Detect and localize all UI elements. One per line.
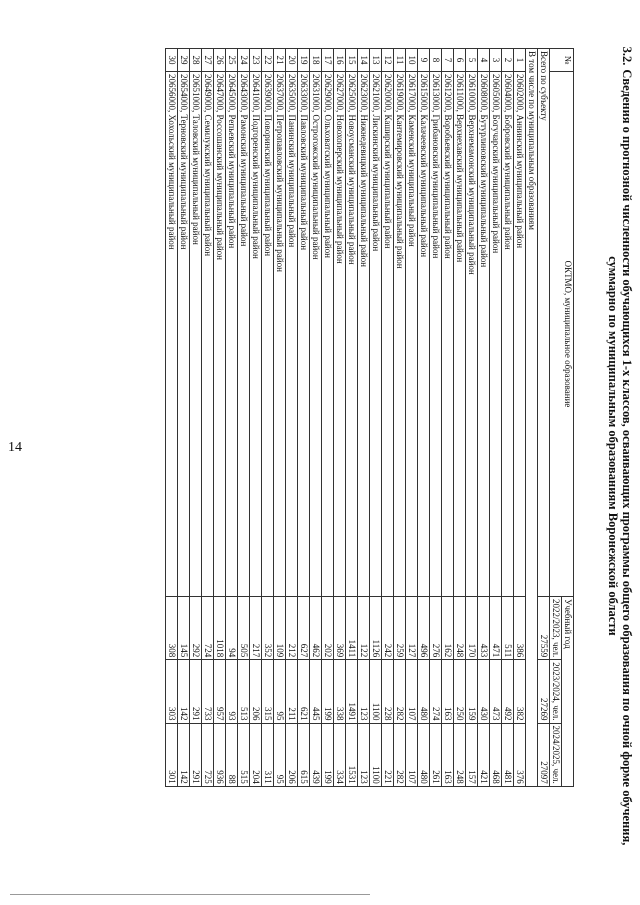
table-row [346, 49, 358, 787]
row-name: 20627000, Новохоперский муниципальный район [334, 72, 346, 597]
row-value-2022: 462 [310, 597, 322, 660]
row-value-2023: 163 [442, 660, 454, 723]
row-value-2022: 511 [502, 597, 514, 660]
row-value-2023: 430 [478, 660, 490, 723]
row-number: 12 [382, 49, 394, 72]
row-value-2024: 107 [406, 723, 418, 786]
row-value-2023: 107 [406, 660, 418, 723]
row-value-2024: 157 [466, 723, 478, 786]
row-number: 24 [238, 49, 250, 72]
row-name: 20656000, Хохольский муниципальный район [166, 72, 178, 597]
row-value-2023: 282 [394, 660, 406, 723]
row-name: 20604000, Бобровский муниципальный район [502, 72, 514, 597]
heading-number: 3.2. [620, 46, 634, 66]
row-value-2023: 250 [454, 660, 466, 723]
row-number: 2 [502, 49, 514, 72]
row-name: 20654000, Терновский муниципальный район [178, 72, 190, 597]
row-name: 20615000, Калачеевский муниципальный район [418, 72, 430, 597]
table-body [166, 49, 550, 787]
row-number: 20 [286, 49, 298, 72]
row-number: 8 [430, 49, 442, 72]
total-value-3: 27097 [538, 723, 550, 786]
row-value-2023: 206 [250, 660, 262, 723]
table-row [394, 49, 406, 787]
heading-line-2: суммарно по муниципальным образованиям Воронежской области [606, 256, 620, 636]
row-value-2022: 352 [262, 597, 274, 660]
row-name: 20613000, Грибановский муниципальный район [430, 72, 442, 597]
col-group-header: Учебный год [562, 597, 574, 787]
row-value-2024: 261 [430, 723, 442, 786]
row-value-2024: 615 [298, 723, 310, 786]
row-value-2024: 123 [358, 723, 370, 786]
row-value-2023: 303 [166, 660, 178, 723]
row-value-2022: 724 [202, 597, 214, 660]
row-value-2024: 725 [202, 723, 214, 786]
table-row [442, 49, 454, 787]
table-row [502, 49, 514, 787]
table-row [334, 49, 346, 787]
row-value-2022: 308 [166, 597, 178, 660]
row-name: 20651000, Таловский муниципальный район [190, 72, 202, 597]
table-row [262, 49, 274, 787]
total-row [538, 49, 550, 787]
table-row [430, 49, 442, 787]
row-number: 7 [442, 49, 454, 72]
row-value-2022: 242 [382, 597, 394, 660]
row-name: 20612000, Воробьевский муниципальный район [442, 72, 454, 597]
row-name: 20617000, Каменский муниципальный район [406, 72, 418, 597]
row-value-2024: 199 [322, 723, 334, 786]
row-value-2024: 480 [418, 723, 430, 786]
row-value-2022: 505 [238, 597, 250, 660]
row-value-2023: 315 [262, 660, 274, 723]
row-name: 20619000, Кантемировский муниципальный район [394, 72, 406, 597]
row-value-2023: 1491 [346, 660, 358, 723]
row-value-2022: 627 [298, 597, 310, 660]
total-value-1: 27559 [538, 597, 550, 660]
subheader-label: В том числе по муниципальным образованиям [526, 49, 538, 787]
row-value-2024: 142 [178, 723, 190, 786]
row-number: 5 [466, 49, 478, 72]
data-table [165, 48, 574, 787]
table-row [298, 49, 310, 787]
row-value-2022: 122 [358, 597, 370, 660]
row-name: 20635000, Панинский муниципальный район [286, 72, 298, 597]
row-value-2022: 212 [286, 597, 298, 660]
row-value-2024: 163 [442, 723, 454, 786]
row-name: 20645000, Репьевский муниципальный район [226, 72, 238, 597]
row-number: 6 [454, 49, 466, 72]
table-row [454, 49, 466, 787]
row-value-2022: 170 [466, 597, 478, 660]
table-row [286, 49, 298, 787]
row-number: 10 [406, 49, 418, 72]
row-value-2024: 376 [514, 723, 526, 786]
row-value-2022: 145 [178, 597, 190, 660]
col-number-header: № [550, 49, 574, 72]
row-value-2023: 159 [466, 660, 478, 723]
row-number: 16 [334, 49, 346, 72]
row-value-2023: 142 [178, 660, 190, 723]
row-value-2024: 95 [274, 723, 286, 786]
row-number: 26 [214, 49, 226, 72]
row-value-2023: 338 [334, 660, 346, 723]
row-value-2022: 1018 [214, 597, 226, 660]
row-value-2024: 481 [502, 723, 514, 786]
table-row [178, 49, 190, 787]
row-name: 20610000, Верхнемамонский муниципальный район [466, 72, 478, 597]
table-row [310, 49, 322, 787]
row-number: 23 [250, 49, 262, 72]
row-number: 4 [478, 49, 490, 72]
row-name: 20623000, Нижнедевицкий муниципальный район [358, 72, 370, 597]
row-name: 20643000, Рамонский муниципальный район [238, 72, 250, 597]
row-value-2023: 291 [190, 660, 202, 723]
row-value-2023: 95 [274, 660, 286, 723]
row-number: 3 [490, 49, 502, 72]
total-label: Всего по субъекту [538, 49, 550, 597]
row-value-2024: 1100 [370, 723, 382, 786]
row-number: 21 [274, 49, 286, 72]
row-value-2024: 248 [454, 723, 466, 786]
row-value-2024: 221 [382, 723, 394, 786]
row-value-2023: 123 [358, 660, 370, 723]
table-row [166, 49, 178, 787]
subheader-row [526, 49, 538, 787]
row-number: 25 [226, 49, 238, 72]
row-value-2023: 621 [298, 660, 310, 723]
row-name: 20637000, Петропавловский муниципальный район [274, 72, 286, 597]
table-row [202, 49, 214, 787]
row-name: 20633000, Павловский муниципальный район [298, 72, 310, 597]
row-value-2024: 204 [250, 723, 262, 786]
row-number: 15 [346, 49, 358, 72]
row-value-2023: 1100 [370, 660, 382, 723]
col-name-header: ОКТМО, муниципальное образование [550, 72, 574, 597]
row-value-2023: 957 [214, 660, 226, 723]
row-value-2022: 162 [442, 597, 454, 660]
row-value-2024: 936 [214, 723, 226, 786]
row-value-2023: 473 [490, 660, 502, 723]
row-value-2024: 206 [286, 723, 298, 786]
table-row [514, 49, 526, 787]
row-name: 20602000, Аннинский муниципальный район [514, 72, 526, 597]
row-value-2023: 93 [226, 660, 238, 723]
table-row [274, 49, 286, 787]
row-number: 29 [178, 49, 190, 72]
row-name: 20641000, Подгоренский муниципальный район [250, 72, 262, 597]
row-number: 18 [310, 49, 322, 72]
row-number: 13 [370, 49, 382, 72]
row-number: 22 [262, 49, 274, 72]
row-value-2023: 382 [514, 660, 526, 723]
row-name: 20647000, Россошанский муниципальный район [214, 72, 226, 597]
row-number: 9 [418, 49, 430, 72]
row-name: 20620000, Каширский муниципальный район [382, 72, 394, 597]
row-value-2024: 439 [310, 723, 322, 786]
row-value-2023: 199 [322, 660, 334, 723]
row-value-2022: 1411 [346, 597, 358, 660]
row-value-2023: 445 [310, 660, 322, 723]
page-number: 14 [8, 440, 22, 455]
table-row [250, 49, 262, 787]
row-name: 20649000, Семилукский муниципальный район [202, 72, 214, 597]
row-value-2024: 282 [394, 723, 406, 786]
row-value-2024: 1531 [346, 723, 358, 786]
row-value-2022: 127 [406, 597, 418, 660]
row-value-2022: 259 [394, 597, 406, 660]
row-value-2022: 276 [430, 597, 442, 660]
row-number: 17 [322, 49, 334, 72]
table-row [214, 49, 226, 787]
year-header-2: 2023/2024, чел. [550, 660, 562, 723]
row-value-2023: 274 [430, 660, 442, 723]
row-number: 14 [358, 49, 370, 72]
year-header-3: 2024/2025, чел. [550, 723, 562, 786]
row-value-2024: 468 [490, 723, 502, 786]
table-row [418, 49, 430, 787]
row-value-2024: 334 [334, 723, 346, 786]
table-row [226, 49, 238, 787]
row-value-2022: 433 [478, 597, 490, 660]
row-number: 19 [298, 49, 310, 72]
row-value-2023: 480 [418, 660, 430, 723]
row-name: 20605000, Богучарский муниципальный район [490, 72, 502, 597]
row-value-2022: 496 [418, 597, 430, 660]
row-value-2024: 301 [166, 723, 178, 786]
row-value-2023: 733 [202, 660, 214, 723]
table-row [190, 49, 202, 787]
total-value-2: 27269 [538, 660, 550, 723]
row-name: 20625000, Новоусманский муниципальный район [346, 72, 358, 597]
table-row [466, 49, 478, 787]
row-name: 20611000, Верхнехавский муниципальный район [454, 72, 466, 597]
row-value-2022: 217 [250, 597, 262, 660]
row-name: 20621000, Лискинский муниципальный район [370, 72, 382, 597]
table-row [322, 49, 334, 787]
heading-line-1: Сведения о прогнозной численности обучающихся 1-х классов, осваивающих программы общего образования по очной форме обучения, [620, 69, 634, 846]
year-header-1: 2022/2023, чел. [550, 597, 562, 660]
table-row [478, 49, 490, 787]
row-value-2022: 248 [454, 597, 466, 660]
row-value-2022: 369 [334, 597, 346, 660]
row-value-2022: 292 [190, 597, 202, 660]
table-row [406, 49, 418, 787]
table-row [490, 49, 502, 787]
row-value-2022: 109 [274, 597, 286, 660]
row-number: 27 [202, 49, 214, 72]
row-value-2024: 515 [238, 723, 250, 786]
table-row [382, 49, 394, 787]
row-number: 1 [514, 49, 526, 72]
row-number: 30 [166, 49, 178, 72]
row-value-2024: 421 [478, 723, 490, 786]
row-name: 20608000, Бутурлиновский муниципальный район [478, 72, 490, 597]
row-name: 20639000, Поворинский муниципальный район [262, 72, 274, 597]
row-value-2022: 202 [322, 597, 334, 660]
row-value-2024: 311 [262, 723, 274, 786]
row-value-2023: 513 [238, 660, 250, 723]
table-row [370, 49, 382, 787]
row-value-2023: 228 [382, 660, 394, 723]
row-number: 28 [190, 49, 202, 72]
row-value-2022: 94 [226, 597, 238, 660]
row-value-2022: 471 [490, 597, 502, 660]
row-value-2023: 211 [286, 660, 298, 723]
row-name: 20629000, Ольховатский муниципальный район [322, 72, 334, 597]
row-value-2023: 492 [502, 660, 514, 723]
row-value-2024: 88 [226, 723, 238, 786]
table-row [358, 49, 370, 787]
table-row [238, 49, 250, 787]
section-heading [606, 16, 634, 876]
row-value-2024: 291 [190, 723, 202, 786]
row-number: 11 [394, 49, 406, 72]
row-value-2022: 386 [514, 597, 526, 660]
row-name: 20631000, Острогожский муниципальный район [310, 72, 322, 597]
row-value-2022: 1126 [370, 597, 382, 660]
